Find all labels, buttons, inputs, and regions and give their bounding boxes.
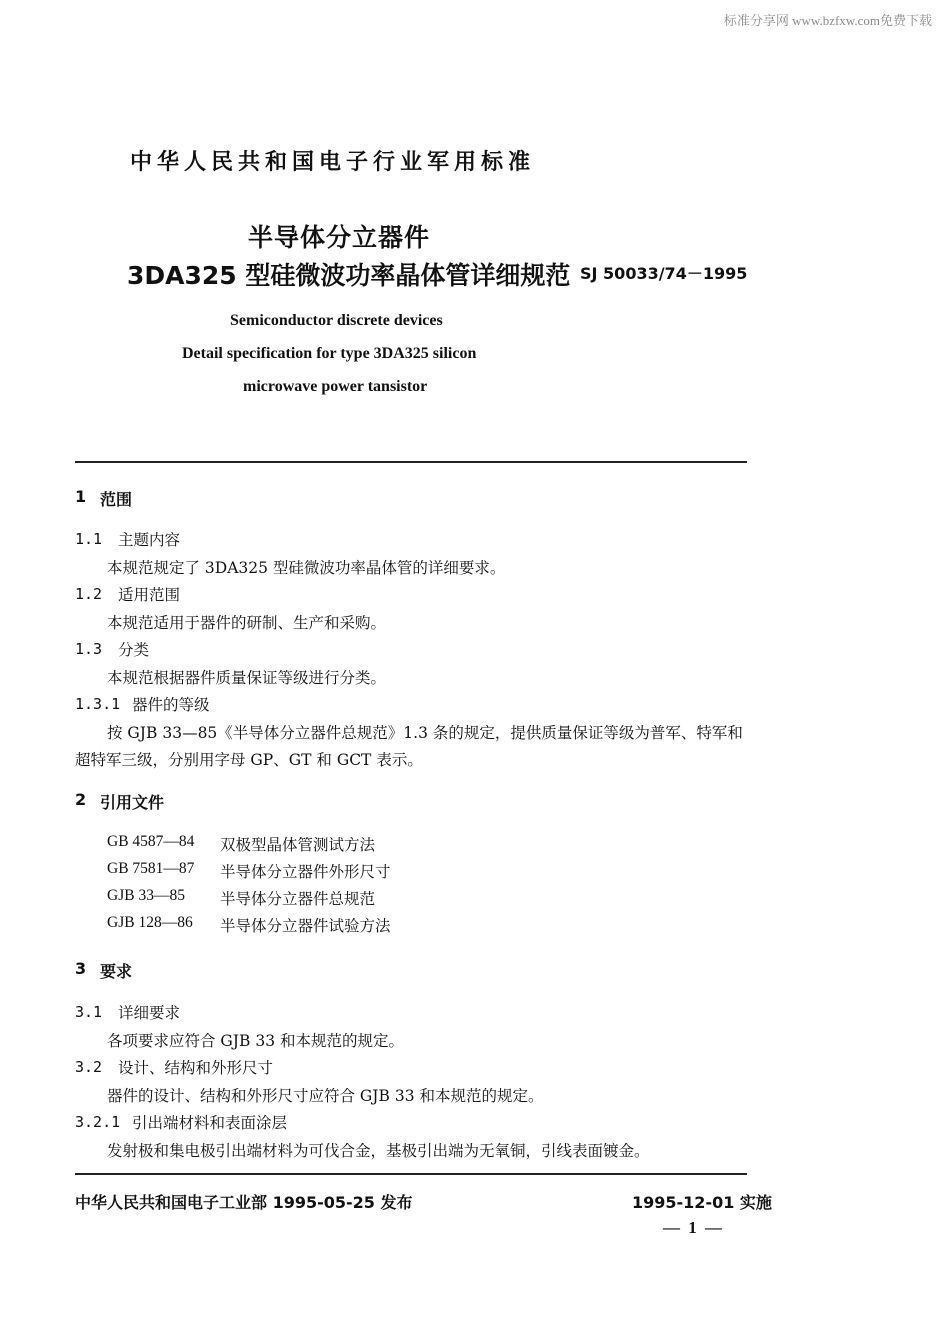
section-3-2-title: 设计、结构和外形尺寸 xyxy=(118,1059,274,1077)
english-title-line-3: microwave power tansistor xyxy=(243,378,428,395)
section-2-number: 2 xyxy=(75,790,87,809)
issued-date: 中华人民共和国电子工业部 1995-05-25 发布 xyxy=(75,1193,413,1212)
section-1-3-number: 1.3 xyxy=(75,640,103,658)
english-title-line-1: Semiconductor discrete devices xyxy=(230,312,443,329)
section-3-2-number: 3.2 xyxy=(75,1058,103,1076)
organization-title: 中华人民共和国电子行业军用标准 xyxy=(130,150,536,175)
reference-title: 双极型晶体管测试方法 xyxy=(220,836,376,854)
section-1-1-number: 1.1 xyxy=(75,530,103,548)
section-3-1-title: 详细要求 xyxy=(118,1004,181,1022)
section-1-3-body: 本规范根据器件质量保证等级进行分类。 xyxy=(107,669,387,687)
english-title-line-2: Detail specification for type 3DA325 silicon xyxy=(182,345,477,362)
section-1-3-1-number: 1.3.1 xyxy=(75,695,121,713)
section-1-3-title: 分类 xyxy=(118,641,150,659)
section-3-2-1-title: 引出端材料和表面涂层 xyxy=(132,1114,288,1132)
footer-divider xyxy=(75,1173,747,1175)
document-title-line-2: 3DA325 型硅微波功率晶体管详细规范 xyxy=(127,261,571,290)
page-number: — 1 — xyxy=(663,1218,724,1237)
section-1-1-body: 本规范规定了 3DA325 型硅微波功率晶体管的详细要求。 xyxy=(107,559,506,577)
section-1-3-1-body-line-2: 超特军三级，分别用字母 GP、GT 和 GCT 表示。 xyxy=(75,751,423,769)
reference-title: 半导体分立器件外形尺寸 xyxy=(220,863,391,881)
effective-date: 1995-12-01 实施 xyxy=(632,1193,772,1212)
watermark: 标准分享网 www.bzfxw.com免费下载 xyxy=(723,13,932,28)
reference-code: GJB 33—85 xyxy=(107,887,185,904)
section-3-title: 要求 xyxy=(100,962,133,981)
header-divider xyxy=(75,461,747,463)
reference-title: 半导体分立器件总规范 xyxy=(220,890,376,908)
reference-code: GJB 128—86 xyxy=(107,914,193,931)
section-3-number: 3 xyxy=(75,959,87,978)
section-1-2-number: 1.2 xyxy=(75,585,103,603)
document-title-line-1: 半导体分立器件 xyxy=(248,223,431,252)
section-1-number: 1 xyxy=(75,487,87,506)
section-1-title: 范围 xyxy=(100,490,133,509)
reference-code: GB 4587—84 xyxy=(107,833,195,850)
section-1-3-1-title: 器件的等级 xyxy=(132,696,210,714)
section-1-1-title: 主题内容 xyxy=(118,531,181,549)
section-3-2-body: 器件的设计、结构和外形尺寸应符合 GJB 33 和本规范的规定。 xyxy=(107,1087,544,1105)
reference-title: 半导体分立器件试验方法 xyxy=(220,917,391,935)
section-3-2-1-number: 3.2.1 xyxy=(75,1113,121,1131)
standard-number: SJ 50033/74－1995 xyxy=(580,264,748,283)
section-2-title: 引用文件 xyxy=(100,793,165,812)
reference-code: GB 7581—87 xyxy=(107,860,195,877)
section-3-2-1-body: 发射极和集电极引出端材料为可伐合金，基极引出端为无氧铜，引线表面镀金。 xyxy=(107,1142,650,1160)
section-3-1-body: 各项要求应符合 GJB 33 和本规范的规定。 xyxy=(107,1032,404,1050)
section-3-1-number: 3.1 xyxy=(75,1003,103,1021)
section-1-2-body: 本规范适用于器件的研制、生产和采购。 xyxy=(107,614,387,632)
section-1-2-title: 适用范围 xyxy=(118,586,181,604)
section-1-3-1-body-line-1: 按 GJB 33—85《半导体分立器件总规范》1.3 条的规定，提供质量保证等级为普军、特军和 xyxy=(107,724,743,742)
